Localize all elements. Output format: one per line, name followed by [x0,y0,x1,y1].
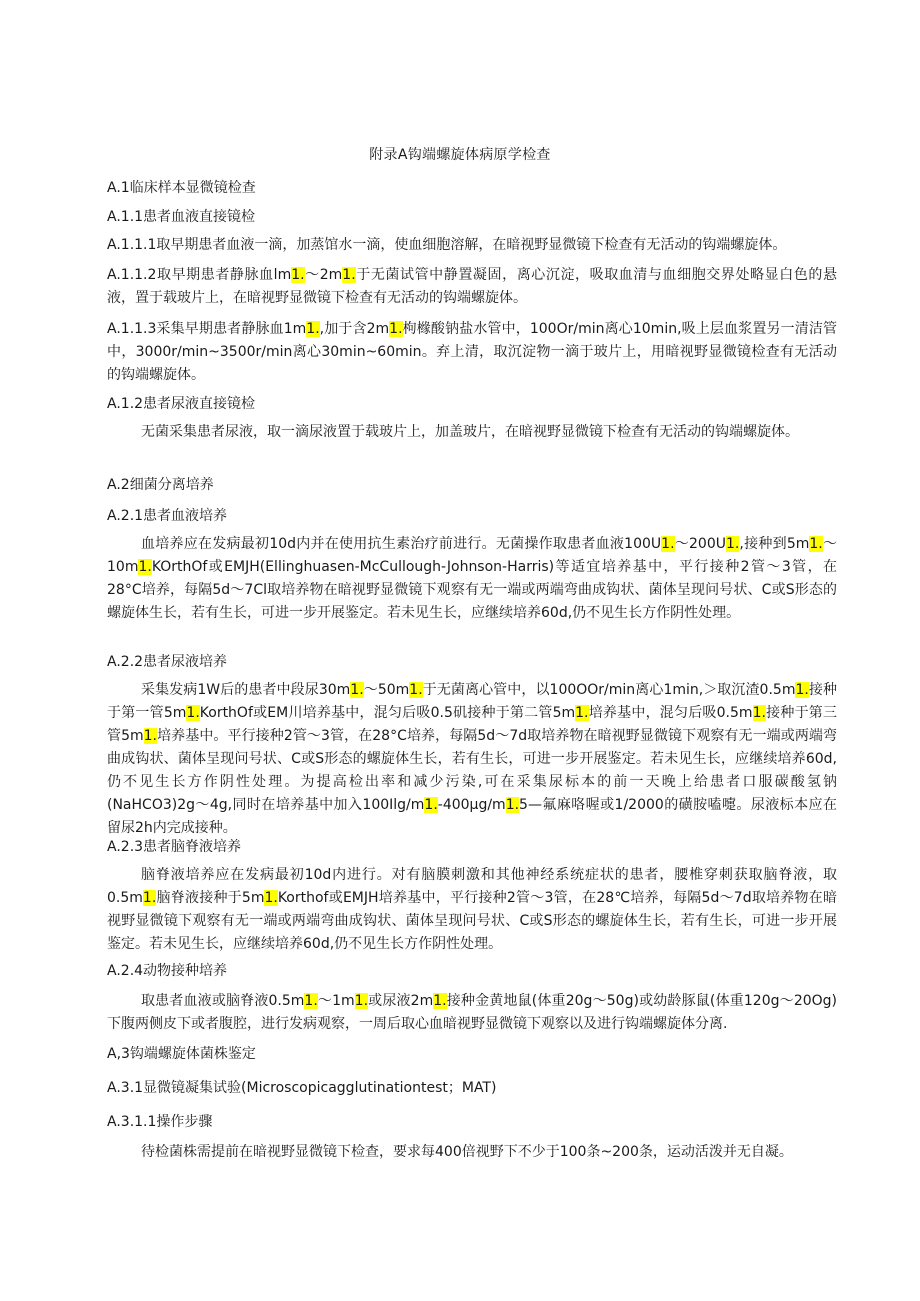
highlight: 1. [752,705,766,721]
paragraph-a1-2: 无菌采集患者尿液，取一滴尿液置于载玻片上，加盖玻片，在暗视野显微镜下检查有无活动的钩端螺旋体。 [141,424,799,440]
highlight: 1. [661,536,675,552]
highlight: 1. [433,993,447,1009]
highlight: 1. [142,890,157,906]
highlight: 1. [809,536,823,552]
highlight: 1. [186,705,200,721]
heading-a3: A,3钩端螺旋体菌株鉴定 [107,1046,256,1062]
heading-a1: A.1临床样本显微镜检查 [107,180,256,196]
highlight: 1. [143,728,157,744]
highlight: 1. [264,890,278,906]
paragraph-a3-1-1: 待检菌株需提前在暗视野显微镜下检查，要求每400倍视野下不少于100条~200条，运动活泼并无自凝。 [141,1144,793,1160]
heading-a2-4: A.2.4动物接种培养 [107,963,228,979]
highlight: 1. [505,797,520,813]
highlight: 1. [350,682,364,698]
heading-a3-1-1: A.3.1.1操作步骤 [107,1114,213,1130]
highlight: 1. [575,705,589,721]
heading-a1-1: A.1.1患者血液直接镜检 [107,209,256,225]
heading-a1-2: A.1.2患者尿液直接镜检 [107,396,256,412]
paragraph-a2-1: 血培养应在发病最初10d内并在使用抗生素治疗前进行。无菌操作取患者血液100U1.〜200U1.,接种到5m1.〜10m1.KOrthOf或EMJH(Ellinghuasen-McCullough-Johnson-Harris)等适宜培养基中，平行接种2管～3管，在28°C培养，每隔5d〜7Cl取培养物在暗视野显微镜下观察有无一端或两端弯曲成钩状、菌体呈现问号状、C或S形态的螺旋体生长，若有生长，可进一步开展鉴定。若未见生长，应继续培养60d,仍不见生长方作阴性处理。 [107,536,838,621]
paragraph-a2-2: 采集发病1W后的患者中段尿30m1.〜50m1.于无菌离心管中，以100OOr/min离心1min,＞取沉渣0.5m1.接种于第一管5m1.KorthOf或EM川培养基中，混匀后吸0.5矶接种于第二管5m1.培养基中，混匀后吸0.5m1.接种于第三管5m1.培养基中。平行接种2管〜3管，在28°C培养，每隔5d〜7d取培养物在暗视野显微镜下观察有无一端或两端弯曲成钩状、菌体呈现问号状、C或S形态的螺旋体生长，若有生长，可进一步开展鉴定。若未见生长，应继续培养60d,仍不见生长方作阴性处理。为提高检出率和减少污染,可在采集尿标本的前一天晚上给患者口服碳酸氢钠(NaHCO3)2g〜4g,同时在培养基中加入100Ilg/m1.-400μg∕m1.5—氟麻咯喔或1/2000的磺胺嗑嚏。尿液标本应在留尿2h内完成接种。 [107,682,838,836]
heading-a3-1: A.3.1显微镜凝集试验(Microscopicagglutinationtest；MAT) [107,1080,497,1096]
highlight: 1. [354,993,369,1009]
highlight: 1. [291,267,305,283]
paragraph-a1-1-1: A.1.1.1取早期患者血液一滴，加蒸馆水一滴，使血细胞溶解，在暗视野显微镜下检查有无活动的钩端螺旋体。 [107,237,787,253]
heading-a2: A.2细菌分离培养 [107,477,214,493]
page-title: 附录A钩端螺旋体病原学检查 [369,147,551,163]
heading-a2-2: A.2.2患者尿液培养 [107,654,228,670]
highlight: 1. [726,536,740,552]
highlight: 1. [389,321,403,337]
highlight: 1. [409,682,423,698]
paragraph-a2-3: 脑脊液培养应在发病最初10d内进行。对有脑膜刺激和其他神经系统症状的患者，腰椎穿刺获取脑脊液，取0.5m1.脑脊液接种于5m1.Korthof或EMJH培养基中，平行接种2管～3管，在28℃培养，每隔5d〜7d取培养物在暗视野显微镜下观察有无一端或两端弯曲成钩状、菌体呈现问号状、C或S形态的螺旋体生长，若有生长，可进一步开展鉴定。若未见生长，应继续培养60d,仍不见生长方作阴性处理。 [107,867,838,952]
heading-a2-3: A.2.3患者脑脊液培养 [107,839,242,855]
highlight: 1. [304,993,318,1009]
highlight: 1. [342,267,356,283]
paragraph-a2-4: 取患者血液或脑脊液0.5m1.〜1m1.或尿液2m1.接种金黄地鼠(体重20g〜50g)或幼龄豚鼠(体重120g〜20Og)下腹两侧皮下或者腹腔，进行发病观察，一周后取心血暗视野显微镜下观察以及进行钩端螺旋体分离. [107,993,838,1032]
paragraph-a1-1-2: A.1.1.2取早期患者静脉血lm1.〜2m1.于无菌试管中静置凝固，离心沉淀，吸取血清与血细胞交界处略显白色的悬液，置于载玻片上，在暗视野显微镜下检查有无活动的钩端螺旋体。 [107,267,838,306]
heading-a2-1: A.2.1患者血液培养 [107,508,228,524]
paragraph-a1-1-3: A.1.1.3采集早期患者静脉血1m1.,加于含2m1.枸橼酸钠盐水管中，100Or/min离心10min,吸上层血浆置另一清洁管中，3000r∕min~3500r/min离心30min~60min。弃上清，取沉淀物一滴于玻片上，用暗视野显微镜检查有无活动的钩端螺旋体。 [107,321,837,383]
highlight: 1. [424,797,438,813]
highlight: 1. [306,321,320,337]
highlight: 1. [795,682,809,698]
highlight: 1. [138,559,152,575]
